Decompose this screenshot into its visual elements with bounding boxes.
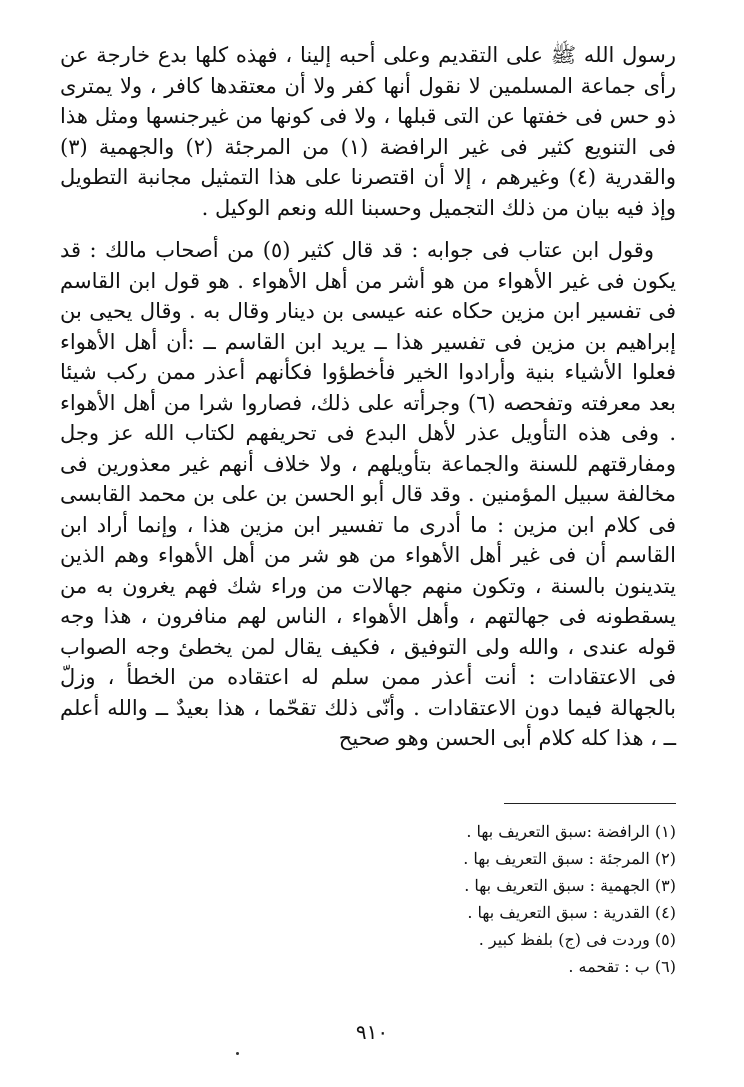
- footnotes: [216, 818, 676, 980]
- footnote-5: (٥) وردت فى (ج) بلفظ كبير .: [478, 930, 676, 949]
- footnote-1: (١) الرافضة :سبق التعريف بها .: [466, 822, 676, 841]
- main-text: [60, 40, 676, 754]
- footnote-separator: [504, 803, 676, 804]
- footnote-3: (٣) الجهمية : سبق التعريف بها .: [464, 876, 676, 895]
- footnote-4: (٤) القدرية : سبق التعريف بها .: [467, 903, 676, 922]
- ink-dot: [236, 1052, 239, 1055]
- page-number: ٩١٠: [355, 1020, 389, 1044]
- paragraph-1: رسول الله ﷺ على التقديم وعلى أحبه إلينا ، فهذه كلها بدع خارجة عن رأى جماعة المسلمين لا نقول أنها كفر ولا أن معتقدها كافر ، ولا يمترى ذو حس فى خفتها عن التى قبلها ، ولا فى كونها من غيرجنسها ومثل هذا فى التنويع كثير فى غير الرافضة (١) من المرجئة (٢) والجهمية (٣) والقدرية (٤) وغيرهم ، إلا أن اقتصرنا على هذا التمثيل مجانبة التطويل وإذ فيه بيان من ذلك التجميل وحسبنا الله ونعم الوكيل .: [60, 43, 676, 220]
- paragraph-2: وقول ابن عتاب فى جوابه : قد قال كثير (٥) من أصحاب مالك : قد يكون فى غير الأهواء من هو أشر من أهل الأهواء . هو قول ابن القاسم فى تفسير ابن مزين حكاه عنه عيسى بن دينار وقال به . وقال يحيى بن إبراهيم بن مزين فى تفسير هذا ــ يريد ابن القاسم ــ :أن أهل الأهواء فعلوا الأشياء بنية وأرادوا الخير فأخطؤوا فكأنهم أعذر ممن ركب شيئا بعد معرفته وتفحصه (٦) وجرأته على ذلك، فصاروا شرا من أهل الأهواء . وفى هذه التأويل عذر لأهل البدع فى تحريفهم لكتاب الله عز وجل ومفارقتهم للسنة والجماعة بتأويلهم ، ولا خلاف أنهم غير معذورين فى مخالفة سبيل المؤمنين . وقد قال أبو الحسن بن على بن محمد القابسى فى كلام ابن مزين : ما أدرى ما تفسير ابن مزين هذا ، وإنما أراد ابن القاسم أن فى غير أهل الأهواء من هو شر من أهل الأهواء وهم الذين يتدينون بالسنة ، وتكون منهم جهالات من وراء شك فهم يغرون به من يسقطونه فى جهالتهم ، وأهل الأهواء ، الناس لهم منافرون ، هذا وجه قوله عندى ، والله ولى التوفيق ، فكيف يقال لمن يخطئ وجه الصواب فى الاعتقادات : أنت أعذر ممن سلم له اعتقاده من الخطأ ، وزلّ بالجهالة فيما دون الاعتقادات . وأنّى ذلك تقحّما ، هذا بعيدٌ ــ والله أعلم ــ ، هذا كله كلام أبى الحسن وهو صحيح: [60, 238, 677, 750]
- footnote-2: (٢) المرجئة : سبق التعريف بها .: [463, 849, 676, 868]
- footnote-6: (٦) ب : تقحمه .: [568, 957, 676, 976]
